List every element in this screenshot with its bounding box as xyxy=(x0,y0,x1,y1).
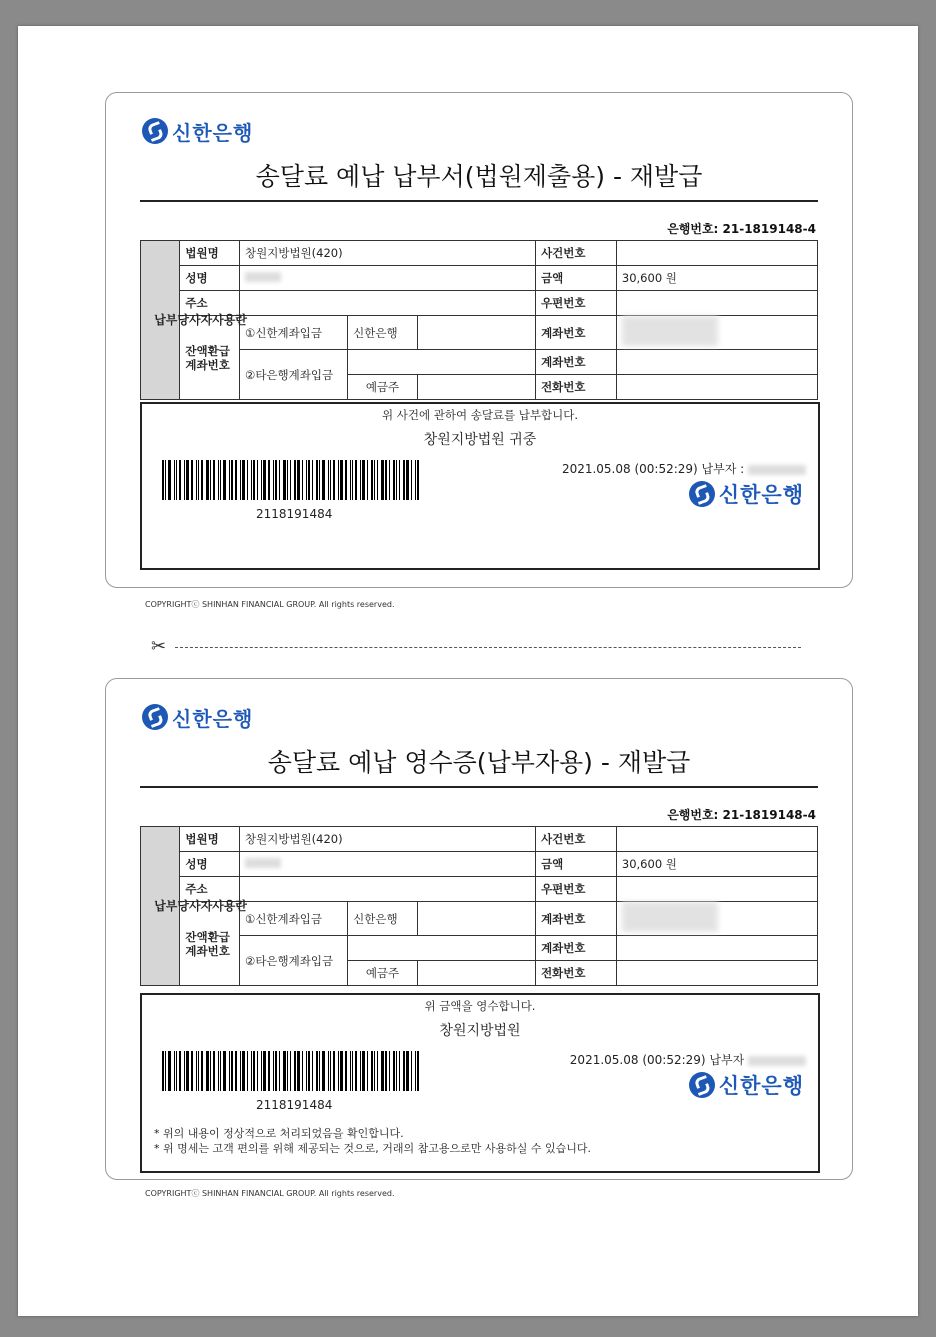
zip-label: 우편번호 xyxy=(536,291,617,316)
barcode-bar xyxy=(306,1051,307,1091)
barcode-bar xyxy=(316,460,318,500)
barcode-bar xyxy=(297,1051,300,1091)
amount-value: 30,600 원 xyxy=(616,266,817,291)
barcode-bar xyxy=(417,1051,419,1091)
scissors-icon: ✂ xyxy=(151,636,167,657)
barcode-bar xyxy=(162,1051,164,1091)
barcode-bar xyxy=(275,460,277,500)
barcode-bar xyxy=(223,460,226,500)
barcode-bar xyxy=(322,460,325,500)
name-value xyxy=(240,266,536,291)
barcode-bar xyxy=(312,1051,313,1091)
bank-logo xyxy=(142,115,253,147)
barcode-bar xyxy=(308,1051,310,1091)
receipt-notes xyxy=(154,1126,591,1156)
copyright-text: COPYRIGHTⓒ SHINHAN FINANCIAL GROUP. All rights reserved. xyxy=(145,1189,395,1198)
barcode-bar xyxy=(371,1051,373,1091)
barcode-bar xyxy=(399,460,400,500)
barcode-bar xyxy=(206,1051,209,1091)
barcode-bar xyxy=(198,1051,199,1091)
court-label: 법원명 xyxy=(180,827,240,852)
barcode-bar xyxy=(322,1051,325,1091)
barcode-bar xyxy=(290,1051,291,1091)
barcode-bar xyxy=(345,1051,347,1091)
barcode-bar xyxy=(257,460,258,500)
bank-name: 신한은행 xyxy=(718,483,804,507)
phone-value xyxy=(616,961,817,986)
barcode-bar xyxy=(389,1051,390,1091)
payment-receipt-payer xyxy=(105,678,853,1180)
barcode-bar xyxy=(411,1051,412,1091)
barcode-bar xyxy=(220,460,221,500)
barcode-bar xyxy=(184,1051,185,1091)
barcode-bar xyxy=(231,1051,233,1091)
barcode-bar xyxy=(417,460,419,500)
barcode-bar xyxy=(316,1051,318,1091)
option-shinhan-blank xyxy=(417,902,535,936)
note-item: * 위의 내용이 정상적으로 처리되었음을 확인합니다. xyxy=(154,1127,404,1140)
case-number-value xyxy=(616,827,817,852)
bank-number: 은행번호: 21-1819148-4 xyxy=(667,222,816,236)
payer-name-redacted xyxy=(748,465,806,475)
barcode-bar xyxy=(352,460,353,500)
barcode-bar xyxy=(251,460,252,500)
account-number-value-2 xyxy=(616,936,817,961)
amount-value: 30,600 원 xyxy=(616,852,817,877)
address-value xyxy=(240,291,536,316)
account-number-value xyxy=(616,316,817,350)
barcode-bar xyxy=(319,460,320,500)
barcode-bar xyxy=(355,460,357,500)
account-number-value xyxy=(616,902,817,936)
payer-info-table xyxy=(140,826,818,986)
barcode xyxy=(162,1051,424,1091)
payer-info-table xyxy=(140,240,818,400)
barcode-bar xyxy=(263,460,266,500)
barcode-bar xyxy=(201,1051,203,1091)
barcode-bar xyxy=(333,460,335,500)
barcode-bar xyxy=(403,460,405,500)
barcode-bar xyxy=(210,1051,211,1091)
barcode-bar xyxy=(235,1051,237,1091)
barcode-bar xyxy=(389,460,390,500)
barcode-bar xyxy=(367,1051,368,1091)
zip-value xyxy=(616,291,817,316)
barcode-bar xyxy=(406,460,409,500)
barcode-bar xyxy=(231,460,233,500)
zip-label: 우편번호 xyxy=(536,877,617,902)
name-label: 성명 xyxy=(180,266,240,291)
barcode-bar xyxy=(381,460,384,500)
payment-slip-court xyxy=(105,92,853,588)
barcode-bar xyxy=(174,460,175,500)
barcode-bar xyxy=(360,1051,361,1091)
option-shinhan: ①신한계좌입금 xyxy=(240,316,348,350)
depositor-value xyxy=(417,375,535,400)
payer-section-label: 납부당사자사용란 xyxy=(141,241,180,400)
barcode-bar xyxy=(218,460,219,500)
barcode-bar xyxy=(268,1051,270,1091)
payment-confirmation-box xyxy=(140,402,820,570)
bank-name: 신한은행 xyxy=(172,706,254,731)
barcode-bar xyxy=(345,460,347,500)
barcode-bar xyxy=(261,1051,262,1091)
barcode-number: 2118191484 xyxy=(256,1098,333,1112)
barcode-bar xyxy=(411,460,412,500)
barcode-bar xyxy=(415,1051,416,1091)
barcode-bar xyxy=(229,460,230,500)
barcode-bar xyxy=(338,1051,339,1091)
barcode-bar xyxy=(396,460,397,500)
court-label: 법원명 xyxy=(180,241,240,266)
depositor-label: 예금주 xyxy=(348,961,418,986)
barcode-bar xyxy=(179,1051,181,1091)
court-name: 창원지방법원 xyxy=(439,1023,521,1039)
barcode-bar xyxy=(352,1051,353,1091)
barcode-bar xyxy=(263,1051,266,1091)
case-number-label: 사건번호 xyxy=(536,827,617,852)
phone-label: 전화번호 xyxy=(536,375,617,400)
payer-name-redacted xyxy=(748,1056,806,1066)
barcode-bar xyxy=(186,460,189,500)
receipt-confirmation-box xyxy=(140,993,820,1173)
barcode-bar xyxy=(198,460,199,500)
barcode-bar xyxy=(297,460,300,500)
barcode-bar xyxy=(240,460,241,500)
barcode-bar xyxy=(240,1051,241,1091)
account-number-label-2: 계좌번호 xyxy=(536,350,617,375)
address-label: 주소 xyxy=(180,291,240,316)
zip-value xyxy=(616,877,817,902)
barcode-bar xyxy=(319,1051,320,1091)
barcode-bar xyxy=(174,1051,175,1091)
slip-title: 송달료 예납 납부서(법원제출용) - 재발급 xyxy=(255,162,703,191)
option-other-bank: ②타은행계좌입금 xyxy=(240,350,348,400)
depositor-value xyxy=(417,961,535,986)
payment-datetime: 2021.05.08 (00:52:29) 납부자 xyxy=(570,1051,806,1068)
barcode-bar xyxy=(287,1051,288,1091)
barcode-bar xyxy=(179,460,181,500)
barcode-bar xyxy=(415,460,416,500)
option-shinhan-blank xyxy=(417,316,535,350)
option-shinhan: ①신한계좌입금 xyxy=(240,902,348,936)
barcode-bar xyxy=(279,460,280,500)
barcode-bar xyxy=(294,460,296,500)
barcode-bar xyxy=(312,460,313,500)
barcode-bar xyxy=(330,460,331,500)
bank-name: 신한은행 xyxy=(718,1074,804,1098)
barcode-bar xyxy=(393,1051,395,1091)
barcode-bar xyxy=(406,1051,409,1091)
address-label: 주소 xyxy=(180,877,240,902)
barcode-bar xyxy=(396,1051,397,1091)
barcode-bar xyxy=(385,460,387,500)
barcode-bar xyxy=(371,460,373,500)
refund-account-label: 잔액환급 계좌번호 xyxy=(180,902,240,986)
barcode-bar xyxy=(268,460,270,500)
shinhan-logo-icon xyxy=(689,481,715,507)
barcode-bar xyxy=(251,1051,252,1091)
option-shinhan-bank: 신한은행 xyxy=(348,902,418,936)
barcode-bar xyxy=(186,1051,189,1091)
barcode xyxy=(162,460,424,500)
barcode-bar xyxy=(381,1051,384,1091)
barcode-bar xyxy=(257,1051,258,1091)
barcode-bar xyxy=(247,1051,248,1091)
cut-line xyxy=(151,636,801,657)
barcode-bar xyxy=(218,1051,219,1091)
barcode-bar xyxy=(362,1051,365,1091)
court-value: 창원지방법원(420) xyxy=(240,241,536,266)
name-label: 성명 xyxy=(180,852,240,877)
barcode-bar xyxy=(273,460,274,500)
barcode-bar xyxy=(399,1051,400,1091)
barcode-bar xyxy=(229,1051,230,1091)
barcode-bar xyxy=(242,460,245,500)
bank-logo-small xyxy=(689,480,804,508)
barcode-bar xyxy=(206,460,209,500)
barcode-bar xyxy=(196,1051,197,1091)
court-value: 창원지방법원(420) xyxy=(240,827,536,852)
barcode-bar xyxy=(275,1051,277,1091)
depositor-label: 예금주 xyxy=(348,375,418,400)
barcode-bar xyxy=(283,1051,286,1091)
payment-message: 위 사건에 관하여 송달료를 납부합니다. xyxy=(381,408,579,422)
barcode-bar xyxy=(220,1051,221,1091)
copyright-text: COPYRIGHTⓒ SHINHAN FINANCIAL GROUP. All rights reserved. xyxy=(145,600,395,609)
barcode-bar xyxy=(393,460,395,500)
barcode-bar xyxy=(191,1051,193,1091)
barcode-bar xyxy=(302,460,303,500)
barcode-bar xyxy=(184,460,185,500)
barcode-bar xyxy=(165,460,166,500)
bank-logo xyxy=(142,701,253,733)
barcode-bar xyxy=(374,1051,375,1091)
barcode-bar xyxy=(213,1051,215,1091)
refund-account-label: 잔액환급 계좌번호 xyxy=(180,316,240,400)
barcode-bar xyxy=(162,460,164,500)
barcode-bar xyxy=(355,1051,357,1091)
barcode-bar xyxy=(210,460,211,500)
barcode-bar xyxy=(360,460,361,500)
barcode-bar xyxy=(235,460,237,500)
phone-label: 전화번호 xyxy=(536,961,617,986)
court-recipient: 창원지방법원 귀중 xyxy=(423,432,537,448)
barcode-bar xyxy=(290,460,291,500)
barcode-bar xyxy=(261,460,262,500)
barcode-bar xyxy=(168,460,171,500)
barcode-bar xyxy=(328,1051,329,1091)
shinhan-logo-icon xyxy=(142,704,168,730)
barcode-bar xyxy=(308,460,310,500)
barcode-bar xyxy=(338,460,339,500)
barcode-bar xyxy=(377,460,378,500)
option-other-bank: ②타은행계좌입금 xyxy=(240,936,348,986)
barcode-bar xyxy=(176,1051,177,1091)
account-number-label-2: 계좌번호 xyxy=(536,936,617,961)
barcode-bar xyxy=(196,460,197,500)
receipt-message: 위 금액을 영수합니다. xyxy=(424,999,536,1013)
barcode-bar xyxy=(242,1051,245,1091)
amount-label: 금액 xyxy=(536,266,617,291)
barcode-bar xyxy=(287,460,288,500)
barcode-bar xyxy=(403,1051,405,1091)
barcode-bar xyxy=(247,460,248,500)
barcode-bar xyxy=(302,1051,303,1091)
barcode-bar xyxy=(330,1051,331,1091)
payer-section-label: 납부당사자사용란 xyxy=(141,827,180,986)
bank-logo-small xyxy=(689,1071,804,1099)
slip-title: 송달료 예납 영수증(납부자용) - 재발급 xyxy=(267,748,691,777)
barcode-bar xyxy=(165,1051,166,1091)
option-shinhan-bank: 신한은행 xyxy=(348,316,418,350)
barcode-bar xyxy=(340,1051,343,1091)
barcode-bar xyxy=(213,460,215,500)
amount-label: 금액 xyxy=(536,852,617,877)
bank-number: 은행번호: 21-1819148-4 xyxy=(667,808,816,822)
barcode-bar xyxy=(279,1051,280,1091)
document-page xyxy=(18,26,918,1316)
barcode-bar xyxy=(385,1051,387,1091)
title-divider xyxy=(140,786,818,788)
barcode-bar xyxy=(283,460,286,500)
barcode-bar xyxy=(253,460,255,500)
title-divider xyxy=(140,200,818,202)
case-number-label: 사건번호 xyxy=(536,241,617,266)
barcode-bar xyxy=(168,1051,171,1091)
barcode-bar xyxy=(362,460,365,500)
barcode-bar xyxy=(176,460,177,500)
note-item: * 위 명세는 고객 편의를 위해 제공되는 것으로, 거래의 참고용으로만 사용하실 수 있습니다. xyxy=(154,1142,591,1155)
barcode-number: 2118191484 xyxy=(256,507,333,521)
other-bank-value xyxy=(348,350,536,375)
bank-name: 신한은행 xyxy=(172,120,254,145)
barcode-bar xyxy=(340,460,343,500)
barcode-bar xyxy=(374,460,375,500)
barcode-bar xyxy=(201,460,203,500)
barcode-bar xyxy=(377,1051,378,1091)
barcode-bar xyxy=(223,1051,226,1091)
barcode-bar xyxy=(253,1051,255,1091)
barcode-bar xyxy=(306,460,307,500)
case-number-value xyxy=(616,241,817,266)
barcode-bar xyxy=(350,1051,351,1091)
account-number-value-2 xyxy=(616,350,817,375)
account-number-label: 계좌번호 xyxy=(536,316,617,350)
barcode-bar xyxy=(350,460,351,500)
name-value xyxy=(240,852,536,877)
other-bank-value xyxy=(348,936,536,961)
account-number-label: 계좌번호 xyxy=(536,902,617,936)
barcode-bar xyxy=(273,1051,274,1091)
barcode-bar xyxy=(367,460,368,500)
payment-datetime: 2021.05.08 (00:52:29) 납부자 : xyxy=(562,460,806,477)
dashed-line xyxy=(175,647,801,648)
barcode-bar xyxy=(328,460,329,500)
phone-value xyxy=(616,375,817,400)
shinhan-logo-icon xyxy=(142,118,168,144)
barcode-bar xyxy=(191,460,193,500)
shinhan-logo-icon xyxy=(689,1072,715,1098)
barcode-bar xyxy=(294,1051,296,1091)
barcode-bar xyxy=(333,1051,335,1091)
address-value xyxy=(240,877,536,902)
